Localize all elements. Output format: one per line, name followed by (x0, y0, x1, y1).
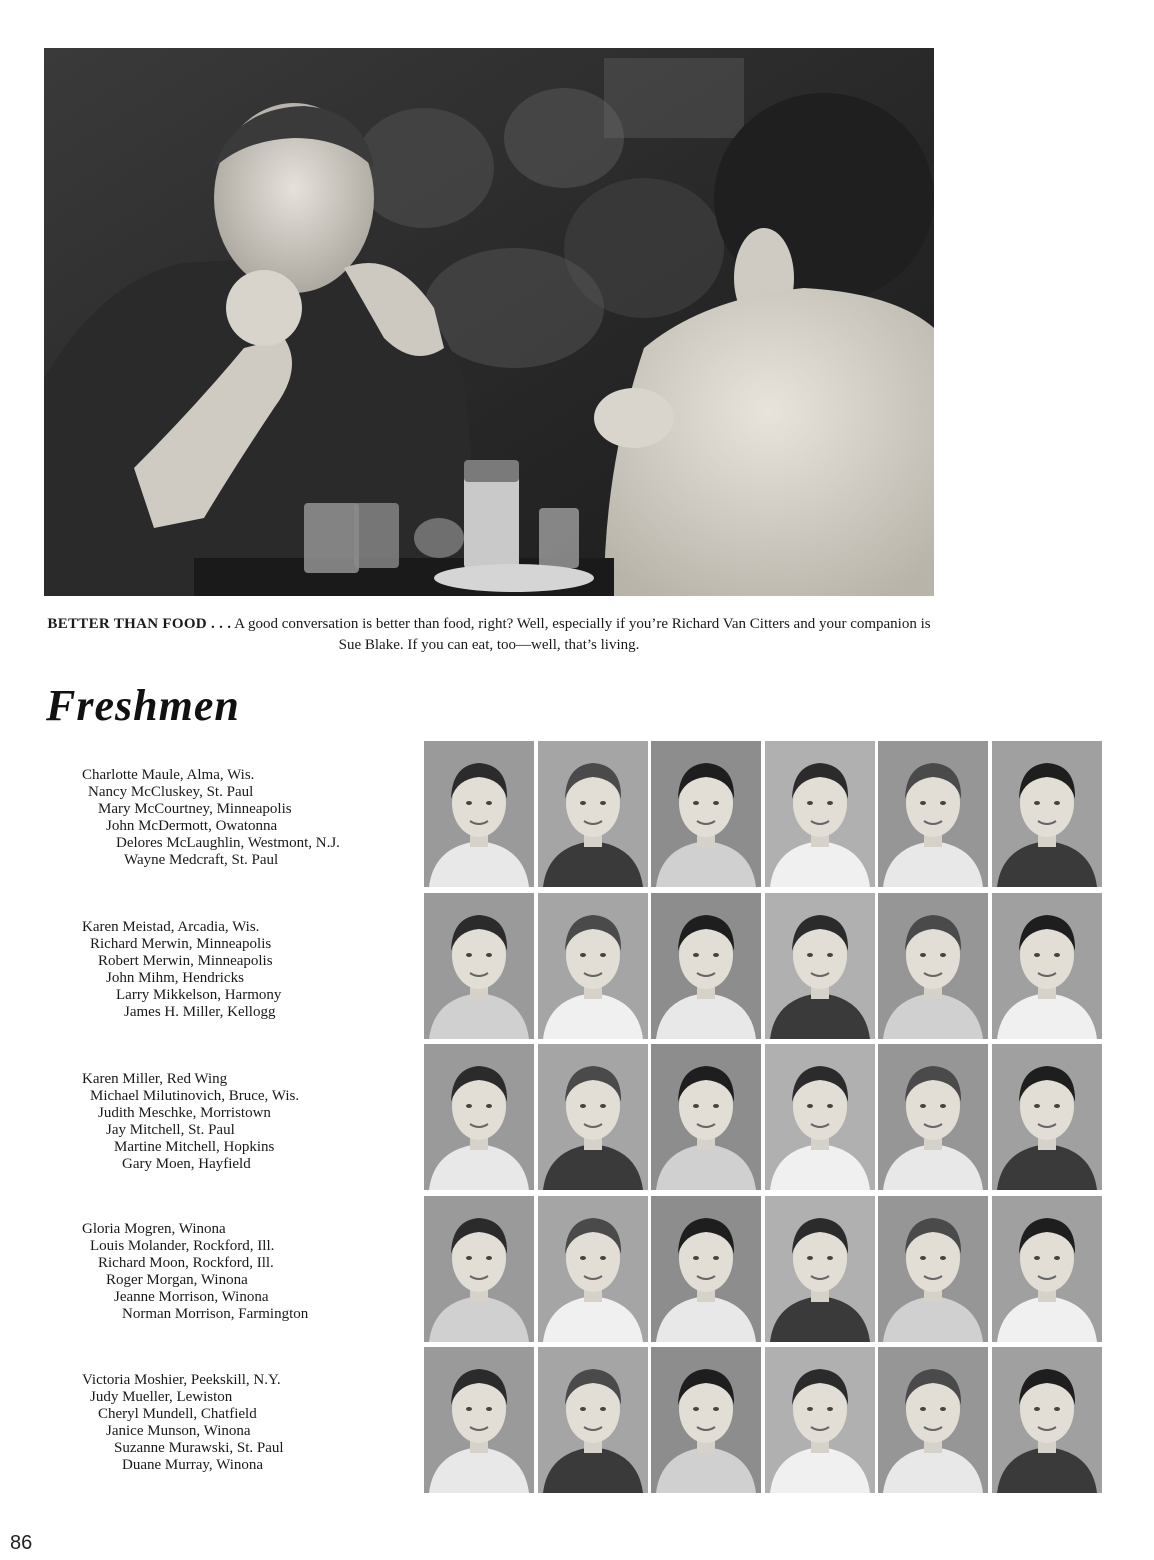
name-entry: Duane Murray, Winona (122, 1457, 264, 1473)
name-entry: Martine Mitchell, Hopkins (114, 1139, 275, 1155)
student-portrait (424, 1196, 534, 1342)
portrait-grid (424, 741, 1102, 1499)
name-entry: Gary Moen, Hayfield (122, 1156, 251, 1172)
student-portrait (424, 741, 534, 887)
name-entry: James H. Miller, Kellogg (124, 1004, 276, 1020)
name-entry: Janice Munson, Winona (106, 1423, 251, 1439)
name-entry: John McDermott, Owatonna (106, 818, 278, 834)
student-portrait (538, 1044, 648, 1190)
student-portrait (878, 1044, 988, 1190)
name-entry: Michael Milutinovich, Bruce, Wis. (90, 1088, 300, 1104)
student-portrait (765, 741, 875, 887)
name-entry: Richard Merwin, Minneapolis (90, 936, 272, 952)
student-portrait (765, 1347, 875, 1493)
student-portrait (992, 1347, 1102, 1493)
name-entry: John Mihm, Hendricks (106, 970, 244, 986)
photo-caption (44, 614, 934, 656)
name-entry: Karen Miller, Red Wing (82, 1071, 228, 1087)
student-portrait (992, 741, 1102, 887)
student-portrait (878, 741, 988, 887)
name-entry: Larry Mikkelson, Harmony (116, 987, 282, 1003)
student-portrait (992, 1044, 1102, 1190)
name-entry: Cheryl Mundell, Chatfield (98, 1406, 257, 1422)
name-entry: Roger Morgan, Winona (106, 1272, 248, 1288)
name-entry: Richard Moon, Rockford, Ill. (98, 1255, 274, 1271)
name-entry: Jay Mitchell, St. Paul (106, 1122, 235, 1138)
student-portrait (765, 1196, 875, 1342)
name-group-5 (82, 1372, 412, 1474)
name-group-2 (82, 919, 412, 1021)
name-entry: Suzanne Murawski, St. Paul (114, 1440, 284, 1456)
student-portrait (538, 741, 648, 887)
name-entry: Delores McLaughlin, Westmont, N.J. (116, 835, 340, 851)
name-entry: Louis Molander, Rockford, Ill. (90, 1238, 275, 1254)
name-group-1 (82, 767, 412, 869)
name-entry: Jeanne Morrison, Winona (114, 1289, 269, 1305)
name-entry: Karen Meistad, Arcadia, Wis. (82, 919, 260, 935)
student-portrait (992, 1196, 1102, 1342)
name-entry: Robert Merwin, Minneapolis (98, 953, 273, 969)
name-entry: Nancy McCluskey, St. Paul (88, 784, 254, 800)
student-portrait (424, 1044, 534, 1190)
name-group-3 (82, 1071, 412, 1173)
student-portrait (538, 1347, 648, 1493)
student-portrait (538, 893, 648, 1039)
student-portrait (878, 893, 988, 1039)
name-entry: Victoria Moshier, Peekskill, N.Y. (82, 1372, 281, 1388)
student-portrait (424, 893, 534, 1039)
student-portrait (765, 893, 875, 1039)
name-entry: Judy Mueller, Lewiston (90, 1389, 233, 1405)
student-portrait (765, 1044, 875, 1190)
name-entry: Gloria Mogren, Winona (82, 1221, 226, 1237)
student-portrait (538, 1196, 648, 1342)
student-portrait (651, 741, 761, 887)
student-portrait (651, 1196, 761, 1342)
student-portrait (424, 1347, 534, 1493)
name-entry: Norman Morrison, Farmington (122, 1306, 309, 1322)
name-entry: Mary McCourtney, Minneapolis (98, 801, 292, 817)
cafeteria-photo (44, 48, 934, 596)
student-portrait (651, 1347, 761, 1493)
name-entry: Charlotte Maule, Alma, Wis. (82, 767, 255, 783)
student-portrait (878, 1347, 988, 1493)
caption-text: A good conversation is better than food, right? Well, especially if you’re Richard Van Citters and your companion is Sue Blake. If you can eat, too—well, that’s living. (234, 616, 931, 653)
caption-lead: BETTER THAN FOOD . . . (47, 616, 232, 632)
section-title: Freshmen (46, 681, 240, 730)
name-group-4 (82, 1221, 412, 1323)
student-portrait (651, 1044, 761, 1190)
name-entry: Wayne Medcraft, St. Paul (124, 852, 279, 868)
name-entry: Judith Meschke, Morristown (98, 1105, 271, 1121)
page-number: 86 (10, 1532, 33, 1554)
student-portrait (878, 1196, 988, 1342)
student-portrait (651, 893, 761, 1039)
student-portrait (992, 893, 1102, 1039)
